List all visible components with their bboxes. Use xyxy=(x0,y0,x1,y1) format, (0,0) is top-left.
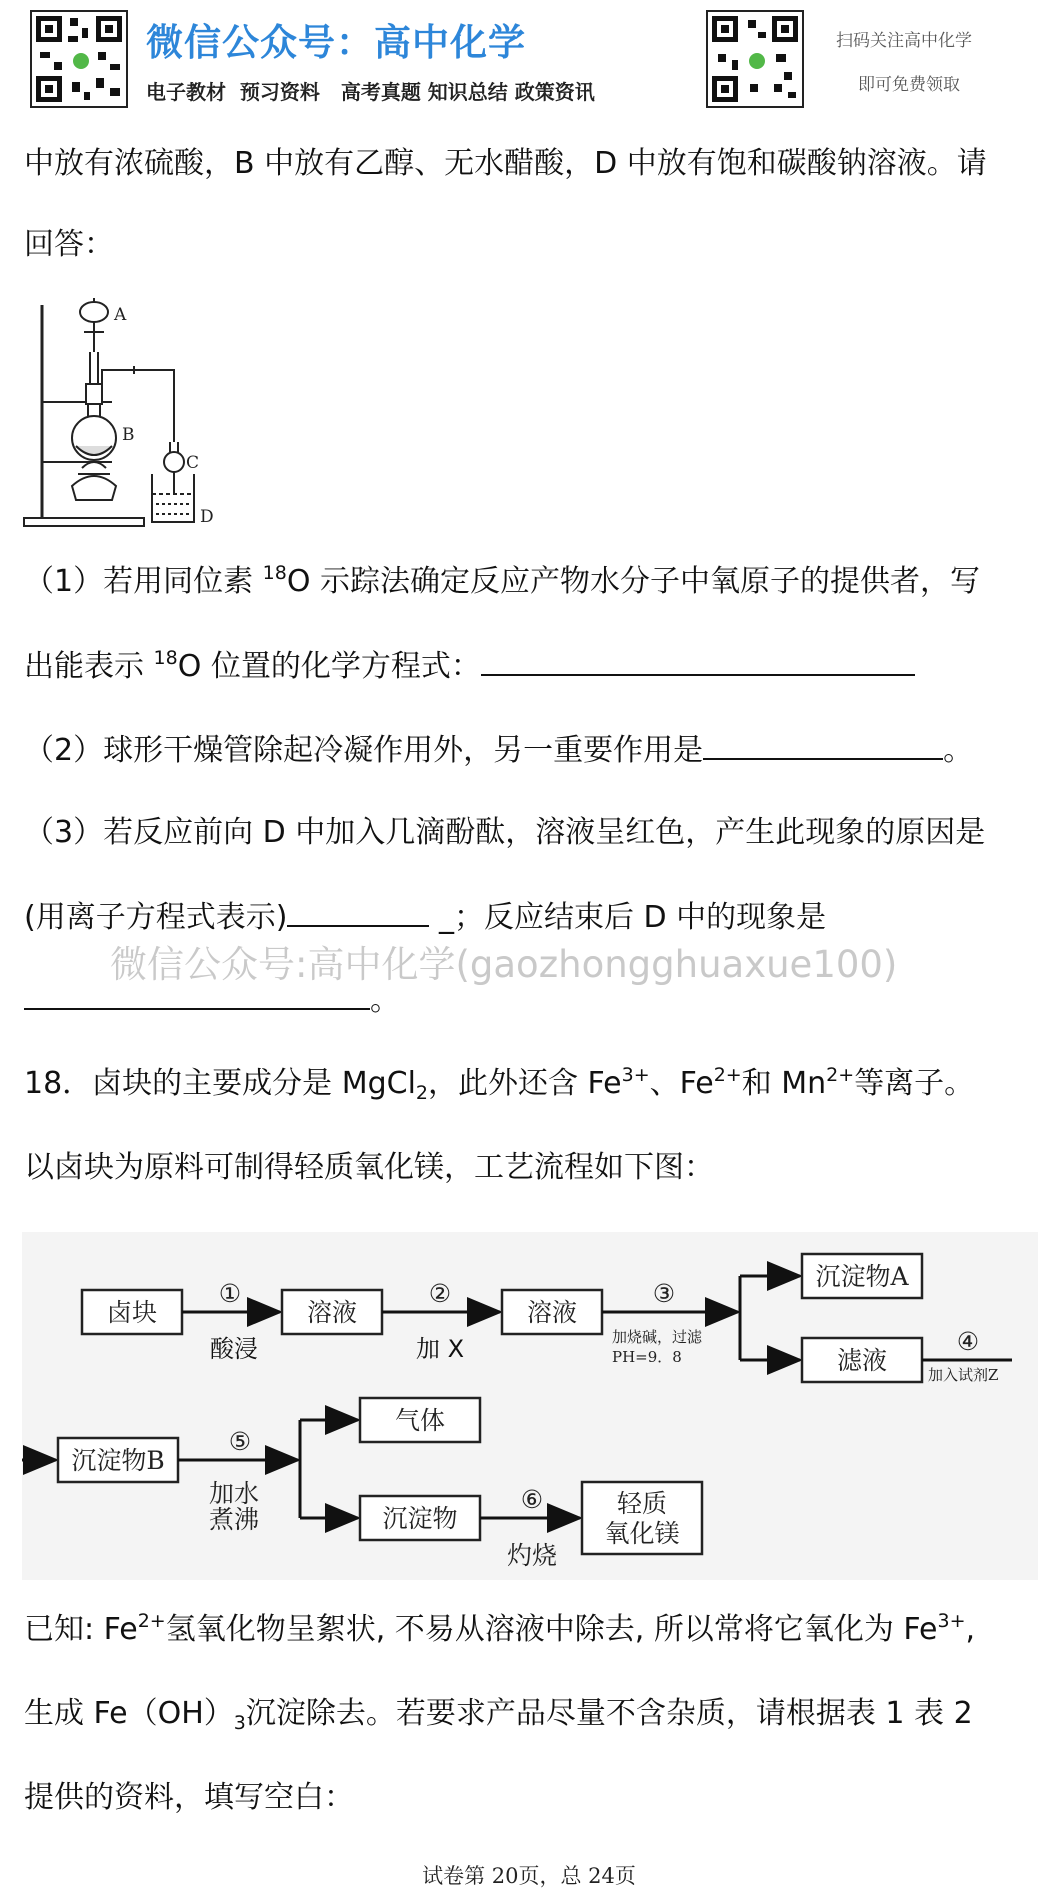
page-header xyxy=(0,0,1058,115)
watermark: 微信公众号:高中化学(gaozhongghuaxue100) xyxy=(110,943,898,986)
apparatus-diagram xyxy=(22,290,242,535)
question-3-line-a: （3）若反应前向 D 中加入几滴酚酞，溶液呈红色，产生此现象的原因是 xyxy=(24,815,986,850)
question-3-line-c: 。 xyxy=(24,980,400,1021)
qr-code-left xyxy=(30,10,128,108)
header-title: 微信公众号：高中化学 xyxy=(146,21,526,64)
header-right-line1: 扫码关注高中化学 xyxy=(836,31,972,51)
box-chendian-a-label: 沉淀物A xyxy=(815,1262,909,1291)
step-1: ① xyxy=(218,1279,242,1308)
known-line-3: 提供的资料，填写空白： xyxy=(24,1780,354,1815)
step-3: ③ xyxy=(652,1279,676,1308)
known-line-2: 生成 $Fe(OH)_3$沉淀除去。若要求产品尽量不含杂质，请根据表 1 表 2 xyxy=(24,1696,973,1734)
question-3-line-b: (用离子方程式表示) _；反应结束后 D 中的现象是 xyxy=(24,897,826,938)
text-line-1: 中放有浓硫酸，B 中放有乙醇、无水醋酸，D 中放有饱和碳酸钠溶液。请 xyxy=(24,146,987,181)
answer-blank-1[interactable] xyxy=(481,646,915,676)
box-chendian-b-label: 沉淀物B xyxy=(71,1446,165,1475)
label-suanjin: 酸浸 xyxy=(210,1335,258,1363)
text-line-2: 回答： xyxy=(24,227,114,262)
label-ph: PH=9．8 xyxy=(612,1348,682,1366)
page-footer: 试卷第 20页，总 24页 xyxy=(422,1864,636,1888)
question-1-line-a: （1）若用同位素 $^{18}$O 示踪法确定反应产物水分子中氧原子的提供者，写 xyxy=(24,562,980,599)
box-rongye-2-label: 溶液 xyxy=(526,1298,578,1327)
box-product-label-1: 轻质 xyxy=(616,1489,668,1518)
box-lvye-label: 滤液 xyxy=(836,1346,888,1375)
question-2-line: （2）球形干燥管除起冷凝作用外，另一重要作用是 。 xyxy=(24,730,973,771)
label-jia-shaojian: 加烧碱，过滤 xyxy=(612,1328,703,1346)
label-c: C xyxy=(186,453,200,473)
label-jia-x: 加 X xyxy=(415,1335,465,1363)
label-zhufei: 煮沸 xyxy=(208,1505,260,1534)
question-18-line-b: 以卤块为原料可制得轻质氧化镁，工艺流程如下图： xyxy=(24,1150,714,1185)
label-d: D xyxy=(200,507,214,527)
box-chendian-label: 沉淀物 xyxy=(382,1504,458,1533)
question-1-line-b: 出能表示 $^{18}$O 位置的化学方程式： xyxy=(24,646,915,687)
known-line-1: 已知: $Fe^{2+}$氢氧化物呈絮状, 不易从溶液中除去, 所以常将它氧化为 $Fe^{3+}$, xyxy=(24,1610,976,1647)
box-rongye-1-label: 溶液 xyxy=(306,1298,358,1327)
label-b: B xyxy=(122,425,135,445)
step-6: ⑥ xyxy=(520,1485,544,1514)
header-right-line2: 即可免费领取 xyxy=(858,75,960,95)
step-4: ④ xyxy=(956,1327,980,1356)
answer-blank-3[interactable] xyxy=(287,897,429,927)
header-subtitle: 电子教材 预习资料 高考真题 知识总结 政策资讯 xyxy=(146,80,595,104)
box-product-label-2: 氧化镁 xyxy=(604,1519,680,1548)
step-2: ② xyxy=(428,1279,452,1308)
answer-blank-2[interactable] xyxy=(703,730,943,760)
label-zhuoshao: 灼烧 xyxy=(506,1541,558,1570)
process-flowchart xyxy=(22,1232,1038,1580)
box-lukuai-label: 卤块 xyxy=(106,1298,158,1327)
label-a: A xyxy=(114,305,127,325)
label-shiji-z: 加入试剂Z xyxy=(928,1366,999,1384)
step-5: ⑤ xyxy=(228,1427,252,1456)
question-18-line-a: 18．卤块的主要成分是 MgCl$_2$，此外还含 $Fe^{3+}$、$Fe^{2+}$和 $Mn^{2+}$等离子。 xyxy=(24,1064,975,1104)
box-qiti-label: 气体 xyxy=(394,1406,446,1435)
label-jiashui: 加水 xyxy=(208,1479,260,1508)
qr-code-right xyxy=(706,10,804,108)
